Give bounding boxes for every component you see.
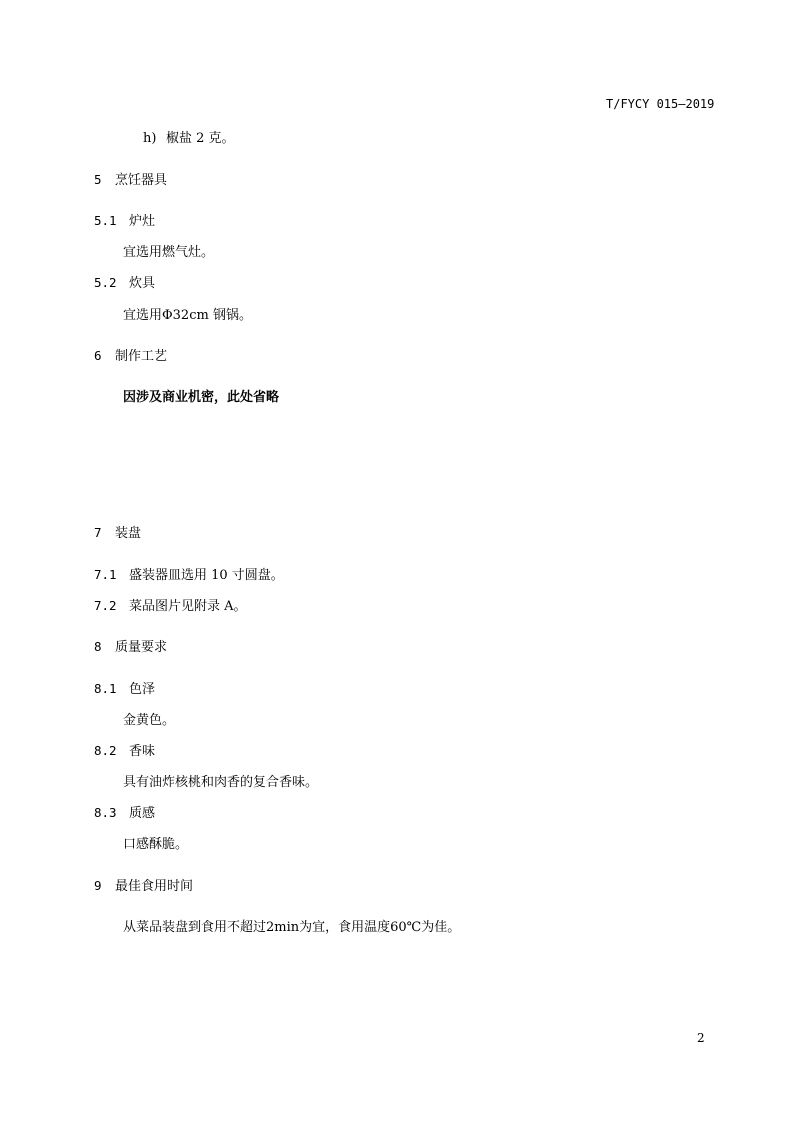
confidential-notice: 因涉及商业机密，此处省略 [123,390,280,405]
document-id: T/FYCY 015—2019 [606,97,715,111]
section-title-8-2: 香味 [129,744,156,759]
section-title-6: 制作工艺 [115,349,168,364]
section-title-5: 烹饪器具 [115,173,168,188]
section-text-7-1: 盛装器皿选用 10 寸圆盘。 [129,568,284,583]
section-body-8-3: 口感酥脆。 [123,837,189,852]
section-number-5: 5 [94,172,102,187]
section-title-8-1: 色泽 [129,682,156,697]
section-body-8-1: 金黄色。 [123,713,176,728]
section-number-7-1: 7.1 [94,567,117,582]
list-item-text-h: 椒盐 2 克。 [166,131,235,146]
section-number-7: 7 [94,525,102,540]
section-body-9: 从菜品装盘到食用不超过2min为宜，食用温度60℃为佳。 [123,920,461,935]
section-body-8-2: 具有油炸核桃和肉香的复合香味。 [123,775,319,790]
section-title-9: 最佳食用时间 [115,879,194,894]
section-number-7-2: 7.2 [94,598,117,613]
section-number-8: 8 [94,639,102,654]
section-title-7: 装盘 [115,526,142,541]
page-number: 2 [697,1031,705,1045]
section-body-5-2: 宜选用Φ32cm 钢锅。 [123,308,252,323]
section-title-8: 质量要求 [115,640,168,655]
list-item-label-h: h) [143,131,157,146]
section-number-8-2: 8.2 [94,743,117,758]
section-body-5-1: 宜选用燃气灶。 [123,245,215,260]
section-text-7-2: 菜品图片见附录 A。 [129,599,247,614]
section-title-5-2: 炊具 [129,276,156,291]
section-title-8-3: 质感 [129,806,156,821]
section-number-5-2: 5.2 [94,275,117,290]
section-title-5-1: 炉灶 [129,214,156,229]
section-number-6: 6 [94,348,102,363]
section-number-5-1: 5.1 [94,213,117,228]
section-number-8-3: 8.3 [94,805,117,820]
section-number-8-1: 8.1 [94,681,117,696]
section-number-9: 9 [94,878,102,893]
